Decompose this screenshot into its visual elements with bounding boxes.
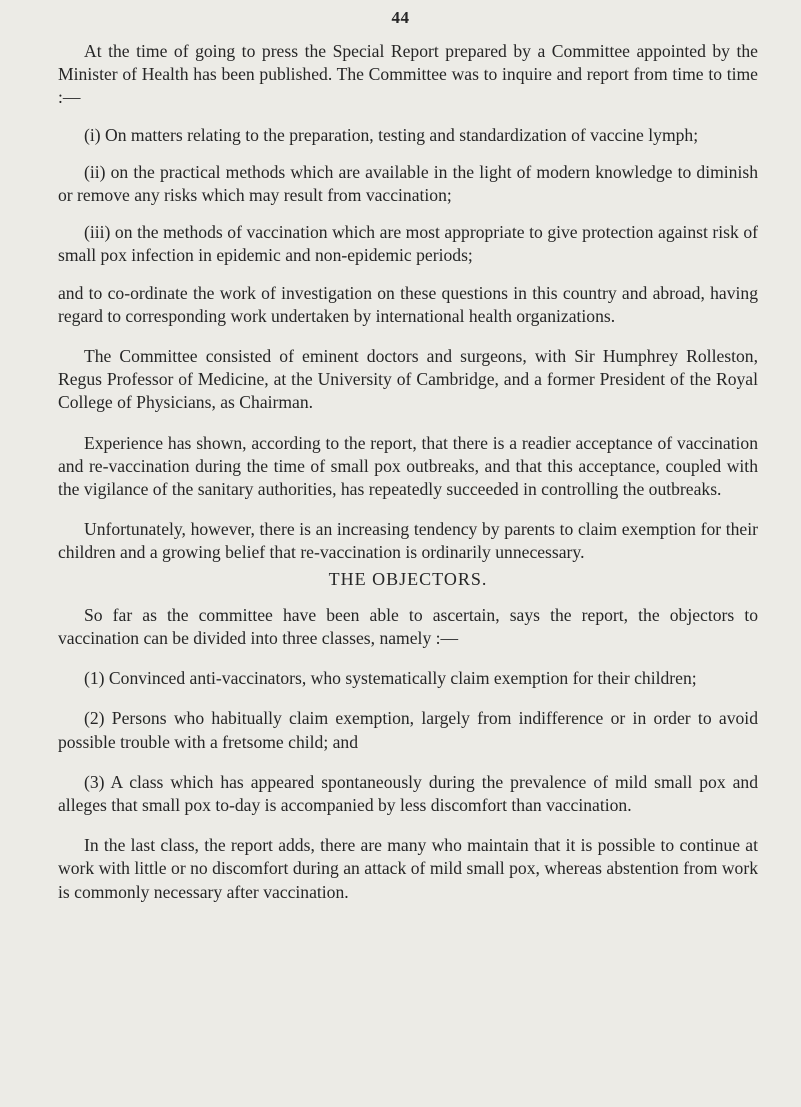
coordinate-paragraph: and to co-ordinate the work of investigation on these questions in this country and abroad, having regard to corresponding work undertaken by international health organizations.: [58, 282, 758, 326]
section-heading: THE OBJECTORS.: [328, 568, 488, 589]
objectors-intro-paragraph: So far as the committee have been able to ascertain, says the report, the objectors to vaccination can be divided into three classes, namely :—: [58, 604, 758, 649]
intro-paragraph: At the time of going to press the Special Report prepared by a Committee appointed by the Minister of Health has been published. The Committee was to inquire and report from time to time :—: [58, 41, 758, 108]
list-item-iii: (iii) on the methods of vaccination which are most appropriate to give protection against risk of small pox infection in epidemic and non-epidemic periods;: [58, 222, 758, 266]
objector-class-2: (2) Persons who habitually claim exemption, largely from indifference or in order to avoid possible trouble with a fretsome child; and: [58, 708, 758, 752]
body-text: [58, 40, 758, 904]
list-item-ii: (ii) on the practical methods which are available in the light of modern knowledge to diminish or remove any risks which may result from vaccination;: [58, 161, 758, 206]
experience-paragraph: Experience has shown, according to the report, that there is a readier acceptance of vaccination and re-vaccination during the time of small pox outbreaks, and that this acceptance, coupled with the vigilance of the sanitary authorities, has repeatedly succeeded in controlling the outbreaks.: [58, 432, 758, 500]
list-item-i: (i) On matters relating to the preparation, testing and standardization of vaccine lymph;: [84, 124, 699, 145]
unfortunately-paragraph: Unfortunately, however, there is an increasing tendency by parents to claim exemption for their children and a growing belief that re-vaccination is ordinarily unnecessary.: [58, 519, 758, 563]
last-class-paragraph: In the last class, the report adds, there are many who maintain that it is possible to continue at work with little or no discomfort during an attack of mild small pox, whereas abstention from work is commonly necessary after vaccination.: [58, 835, 758, 902]
objector-class-3: (3) A class which has appeared spontaneously during the prevalence of mild small pox and alleges that small pox to-day is accompanied by less discomfort than vaccination.: [58, 771, 758, 816]
committee-paragraph: The Committee consisted of eminent doctors and surgeons, with Sir Humphrey Rolleston, Regus Professor of Medicine, at the University of Cambridge, and a former President of the Royal College of Physicians, as Chairman.: [58, 346, 758, 413]
page-number: 44: [391, 8, 410, 27]
objector-class-1: (1) Convinced anti-vaccinators, who systematically claim exemption for their children;: [84, 668, 697, 689]
